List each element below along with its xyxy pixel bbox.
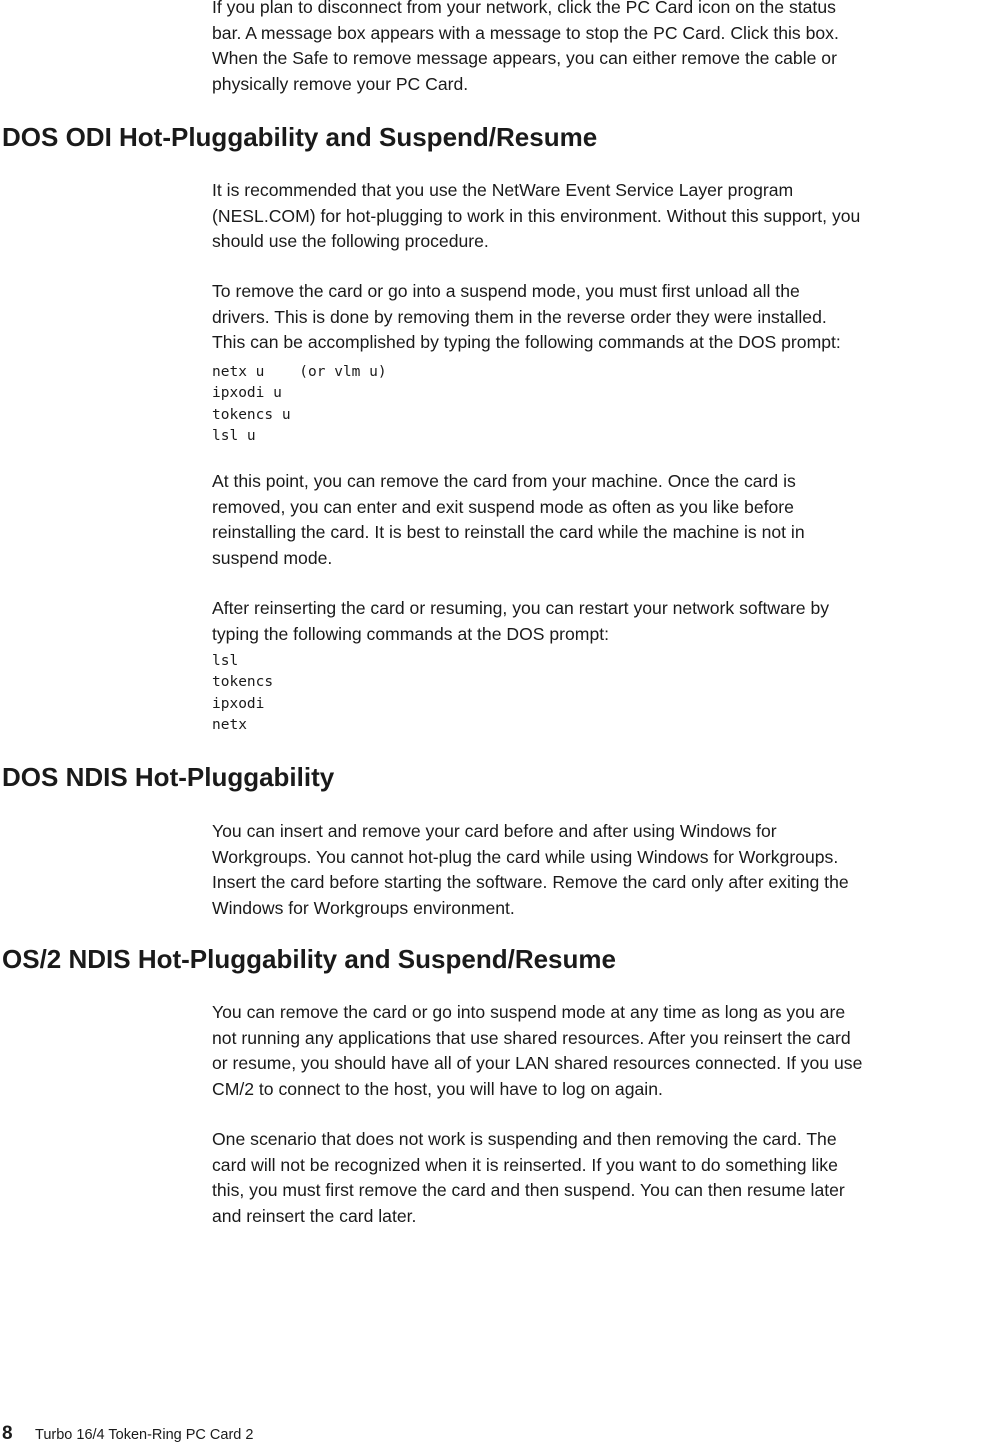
code-line: tokencs u [212, 406, 291, 423]
code-line: netx [212, 716, 247, 733]
os2-ndis-paragraph-1 [212, 1000, 992, 1102]
page-number: 8 [2, 1423, 13, 1444]
text-line: Insert the card before starting the software. Remove the card only after exiting the [212, 872, 849, 893]
text-line: You can insert and remove your card before and after using Windows for [212, 821, 777, 841]
code-line: lsl u [212, 427, 256, 444]
text-line: drivers. This is done by removing them in the reverse order they were installed. [212, 306, 827, 327]
dos-odi-paragraph-3 [212, 469, 992, 571]
text-line: (NESL.COM) for hot-plugging to work in this environment. Without this support, you [212, 205, 861, 226]
text-line: Workgroups. You cannot hot-plug the card while using Windows for Workgroups. [212, 846, 839, 867]
os2-ndis-paragraph-2 [212, 1127, 992, 1229]
section-heading-dos-ndis: DOS NDIS Hot-Pluggability [2, 762, 335, 792]
text-line: To remove the card or go into a suspend mode, you must first unload all the [212, 281, 800, 301]
code-line: ipxodi u [212, 385, 282, 402]
text-line: bar. A message box appears with a message to stop the PC Card. Click this box. [212, 22, 839, 43]
dos-ndis-paragraph-1 [212, 819, 992, 921]
text-line: When the Safe to remove message appears, you can either remove the cable or [212, 48, 837, 69]
text-line: If you plan to disconnect from your network, click the PC Card icon on the status [212, 0, 836, 17]
dos-odi-paragraph-2 [212, 279, 992, 356]
text-line: CM/2 to connect to the host, you will have to log on again. [212, 1078, 663, 1099]
section-heading-os2-ndis: OS/2 NDIS Hot-Pluggability and Suspend/Resume [2, 944, 616, 974]
text-line: suspend mode. [212, 547, 333, 568]
text-line: or resume, you should have all of your LAN shared resources connected. If you use [212, 1053, 863, 1074]
code-line: tokencs [212, 674, 274, 691]
code-line: ipxodi [212, 695, 265, 712]
footer-title: Turbo 16/4 Token-Ring PC Card 2 [35, 1427, 254, 1443]
text-line: It is recommended that you use the NetWare Event Service Layer program [212, 180, 794, 200]
text-line: removed, you can enter and exit suspend mode as often as you like before [212, 496, 794, 517]
code-line: netx u (or vlm u) [212, 364, 387, 380]
dos-odi-paragraph-4 [212, 596, 992, 647]
dos-odi-paragraph-1 [212, 178, 992, 255]
text-line: reinstalling the card. It is best to reinstall the card while the machine is not in [212, 522, 805, 543]
text-line: At this point, you can remove the card from your machine. Once the card is [212, 471, 796, 491]
text-line: One scenario that does not work is suspending and then removing the card. The [212, 1129, 837, 1149]
text-line: typing the following commands at the DOS prompt: [212, 623, 610, 644]
text-line: This can be accomplished by typing the following commands at the DOS prompt: [212, 332, 841, 353]
text-line: You can remove the card or go into suspend mode at any time as long as you are [212, 1002, 846, 1022]
section-heading-dos-odi: DOS ODI Hot-Pluggability and Suspend/Resume [2, 122, 598, 152]
text-line: Windows for Workgroups environment. [212, 897, 515, 918]
text-line: not running any applications that use shared resources. After you reinsert the card [212, 1027, 851, 1048]
page-footer [2, 1423, 253, 1445]
text-line: and reinsert the card later. [212, 1205, 417, 1226]
code-line: lsl [212, 653, 239, 669]
text-line: should use the following procedure. [212, 231, 489, 252]
text-line: this, you must first remove the card and then suspend. You can then resume later [212, 1180, 845, 1201]
dos-odi-restart-commands [212, 651, 273, 736]
dos-odi-unload-commands [212, 362, 387, 447]
intro-paragraph [212, 0, 992, 97]
text-line: After reinserting the card or resuming, you can restart your network software by [212, 598, 830, 618]
text-line: physically remove your PC Card. [212, 73, 469, 94]
text-line: card will not be recognized when it is reinserted. If you want to do something like [212, 1154, 838, 1175]
